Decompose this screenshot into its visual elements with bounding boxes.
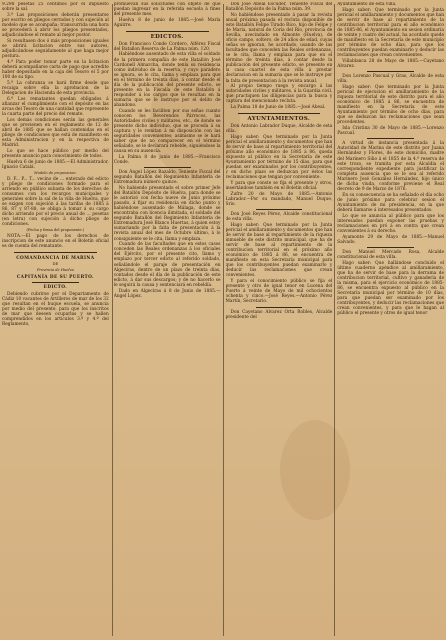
paragraph: Don Lorenzo Pascual y Gras, Alcalde de esta villa.: [337, 74, 444, 85]
section-heading: EDICTOS.: [150, 34, 184, 41]
paragraph: Y para el conocimiento público se fija el presente y otro de igual tenor en Lucena del Puerto á veinte de Mayo de mil ochocientos ochenta y cinco.—José Reyes.—Antonio Pérez Martín, Secretario.: [225, 279, 333, 305]
signature: Dado en Algeciras á 8 de Junio de 1885.—Ángel López.: [113, 288, 221, 299]
paragraph: Cuando de las facultades que en estos casos conceden las Reales ordenanzas á los oficiales del Ejército, por el presente cito, llamo y emplazo por tercer edicto al referido soldado, señalándole el paraje de presentación en Algeciras, dentro de un plazo de treinta días, contados desde el día de la publicación de este edicto, á dar sus descargos; y de no hacerlo se le seguirá la causa y sentenciará en rebeldía.: [113, 242, 221, 288]
section-rule: [367, 138, 414, 139]
paragraph: Hago saber: Que terminado por la Junta pericial el amillaramiento y documentos que han de servir de base al repartimiento territorial del próximo año económico de 1885 á 86, queda expuesto al público en la Secretaría de este Ayuntamiento por término de 15 días, para que puedan ser examinados por los contribuyentes, y en dicho plazo se deduzcan por éstos las reclamaciones que tengan por conveniente.: [225, 134, 333, 181]
column-2: [114, 2, 221, 638]
signature: La Palma 8 de junio de 1885.—Francisco Conde.: [113, 155, 221, 166]
column-1: [2, 2, 109, 638]
signature: Villablanca 28 de Mayo de 1885.—Cayetano Alvarez.: [337, 59, 444, 70]
paragraph: Lo que se hace público por medio del presente anuncio para conocimiento de todos.: [2, 148, 109, 159]
section-rule: [238, 113, 321, 114]
paragraph: Lo que se anuncia al público para que los interesados puedan exponer las pruebas y reclamaciones en pró á en contra que crean convenientes á su derecho.: [337, 213, 444, 234]
paragraph: Al propio tiempo ruego y encargo á las autoridades civiles y militares, á la Guardia civil, que practiquen las diligencias para la busca y captura del mencionado recluta.: [225, 84, 333, 105]
columns: [2, 2, 444, 638]
section-heading: CAPITANÍA DE SU PUERTO.: [16, 275, 94, 281]
signature: Ayamonte 29 de Mayo de 1885.—Manuel Salvado.: [337, 234, 444, 245]
paragraph: A virtud de instancia presentada á la Autoridad de Marina de este distrito por Juana Hernández y Flores, de este domicilio, madre del Marinero Silio á el 1855 de la 4.ª reserva de este trozo, se tramita por esta Alcaldía el correspondiente expediente para justificar la completa ausencia que se le sea al referido Marinero José González Hernández, hijo único de dicha viuda, conforme previene el Real decreto de 9 de Marzo de 1876.: [337, 141, 444, 192]
column-3: [226, 2, 333, 638]
signature: Zufre 20 de Mayo de 1885.—Antonio Labrador.—Por su mandado, Manuel Duque, Srio.: [225, 191, 333, 208]
paragraph: Don José Abeal Escuder, Teniente Fiscal del Batallón Depósito de la Palma núm. 39.: [225, 2, 333, 13]
paragraph: Don Francisco Conde Cordero, Alférez Fiscal del Batallon Reserva de La Palma núm. 120.: [113, 41, 221, 52]
section-rule: [367, 71, 414, 72]
paragraph: Don Antonio Labrador Duque, Alcalde de esta villa.: [225, 123, 333, 134]
paragraph: Hago saber: Que hallándose concluido el último cuaderno apéndice al amillaramiento, que ha de servir de base para la derrama de contribucion territorial, cultivo y ganadería de la misma, para el ejercicio económico de 1885-86, se encuentra expuesto al público en la Secretaría municipal por término de 10 días, para que puedan ser examinado por los contribuyentes, y deducir las reclamaciones que crean convenientes, y para que le hagan al público el presente y otros de igual tenor: [337, 260, 444, 317]
paragraph: No habiendo presentado el sobre primer Jefe del Batallón Depósito de Huelva, para donde se le autorizó con fecha nueve de Junio próximo pasado, á fijar su residencia en dicho punto y habiéndose ausentado de Málaga, donde se encontraba con licencia ilimitada, el soldado del segundo Batallón del Regimiento Infantería de Extremadura José Blanco Huertas, á quien estoy sumariando por la falta de presentación á la revista anual del mes de Octubre último, á lo consiguiente se le cita, llama y emplaza.: [113, 186, 221, 242]
section-rule: [256, 307, 303, 308]
paragraph: No habiéndose presentado á pasar la revista anual próxima pasada el recluta disponible de este Batallón Felipe Tirado Rico, hijo de Felipe y de María, natural de Coria del Río, provincia de Sevilla, avecindado en Almonte (Huelva), de oficio campo, soltero, de 24 años de edad, cuyas señas se ignoran, he acordado, usando de las facultades que conceden las Reales ordenanzas, se le cita, llama y emplaza para que en el término de treinta días, á contar desde la publicación del presente edicto, se presente en la casa cuartel de esta villa á prestar declaracion en la sumaria que se le instruye por la falta de presentacion á la revista anual.: [225, 12, 333, 84]
signature: Huelva 8 de junio de 1885.—José María Aguirre.: [113, 17, 221, 28]
section-subheading: Provincia de Huelva: [37, 268, 74, 273]
section-subheading: DE: [52, 262, 59, 267]
paragraph: Si resultasen dos ó más proposiciones iguales se abrirá licitacion entre sus autores, adjudicándose seguidamente al que haga mejor postura.: [2, 38, 109, 60]
section-rule: [126, 31, 209, 32]
section-rule: [32, 282, 79, 283]
paragraph: 3.ª Las proposiciones deberán presentarse por escrito en pliegos cerrados y con sujeción al modelo que se acompaña; transcurrida una hora se procederá á abrir los pliegos presentados, adjudicándose el remate al mejor postor.: [2, 12, 109, 39]
model-note: (Fecha y firma del proponente.): [26, 227, 85, 232]
paragraph: Hago saber: Que terminado por la Junta pericial el amillaramiento y documentos que han de servir de base al repartimiento de la contribucion territorial para el año económico de 1885-86, el Ayuntamiento en sesion ordinaria de veinte y cuatro del actual, ha acordado quede de manifiesto en la Secretaría de este municipio por término de ocho días, para que los contribuyentes puedan examinarlo y deducir las reclamaciones que crean convenientes.: [337, 7, 444, 59]
signature: Huelva 6 de junio de 1885.—El Administrador, Ignacio Catalá.: [2, 159, 109, 170]
section-rule: [256, 209, 303, 210]
paragraph: Hago saber: Que terminado por la Junta pericial el amillaramiento y documentos que han de servir de base al repartimiento de la riqueza inmueble de este distrito municipal, que ha de servir de base al repartimiento de la contribucion territorial en el próximo año económico de 1885 á 86, se encuentra de manifiesto en esta Secretaría municipal para que los contribuyentes puedan examinarlo y deducir las reclamaciones que crean convenientes.: [225, 222, 333, 279]
paragraph: D. F... P... T... vecino de ... enterado del edicto y pliego de condiciones formado para el arriendo en público subasta de los derechos de consumos con los recargos municipales y generales sobre la sal de la villa de Huelva, que se exigen con sujeción á las tarifas de 1885 á 86, 87 y 87-88, se obliga á tomar á su cargo dicho arriendo por el precio anual de ... pesetas (en letra) con sujeción á dicho pliego de condiciones.: [2, 176, 109, 227]
paragraph: 5.ª La cobranza se hará firme desde que recaiga sobre ella la aprobacion de la Delegacion de Hacienda de esta provincia.: [2, 80, 109, 96]
paragraph: Don Ángel López Bazaldo, Teniente Fiscal del segundo Batallón del Regimiento Infantería de Extremadura número quince.: [113, 170, 221, 186]
model-heading: Modelo de proposicion.: [34, 170, 77, 175]
section-heading: COMANDANCIA DE MARINA: [16, 255, 95, 261]
section-heading: AYUNTAMIENTOS.: [247, 116, 311, 123]
column-4: [337, 2, 444, 638]
paragraph: Don José Reyes Pérez, Alcalde constitucional de esta villa.: [225, 212, 333, 223]
paragraph: NOTA.—El pago de los derechos de inscripcion de este anuncio en el Boletín oficial es de cuenta del rematante.: [2, 233, 109, 249]
signature: La Palma 18 de Junio de 1885.—José Abeal.: [230, 105, 326, 111]
paragraph: promuevan sus solicitudes con objeto de que puedan ingresar en la referida escuela á fines del presente mes.: [113, 2, 221, 18]
paragraph: Debiendo cubrirse por el Departamento de Cádiz 10 vacantes de Artilleros de mar de los 32 que resultan en el buque escuela, se anuncia por medio del presente, para que los inscritos de mar que deseen ocuparlas y se hallen comprendidos en los artículos 3.º y 4.º del Reglamento,: [2, 291, 109, 328]
section-rule: [144, 167, 191, 168]
paragraph: Don Manuel Mercado Rosa, Alcalde constitucional de esta villa.: [337, 249, 444, 260]
paragraph: Hago saber: Que terminado por la Junta pericial de ejecucion el amillaramiento de la riqueza territorial de este distrito para el año económico de 1885 á 86, se encuentra de manifiesto en la Secretaría de este Ayuntamiento por término de ocho días, para que se deduzcan las reclamaciones que sean procedentes.: [337, 85, 444, 126]
paragraph: Y para que conste se fija el presente y otros, insertándose también en el Boletín oficial.: [225, 181, 333, 192]
paragraph: Los demás condiciones serán las generales que se previenen en el reglamento de 12 de abril de 1885 que se hallan contenidas en el pliego de condiciones que está de manifiesto en esta Administracion y en la respectiva de Madrid.: [2, 117, 109, 149]
section-rule: [367, 247, 414, 248]
paragraph: 6.ª Los rematantes quedan obligados á afianzar el cumplimiento con el depósito en las arcas del Tesoro de una cantidad que represente la cuarta parte del precio del remate.: [2, 96, 109, 117]
paragraph: Don Cayetano Alvarez Orta Robles, Alcalde presidente del: [225, 309, 333, 320]
paragraph: 9.298 pesetas 25 céntimos por el impuesto sobre la sal.: [2, 2, 109, 13]
section-heading: EDICTO.: [43, 285, 68, 291]
paragraph: Habiéndose ausentado de esta villa el soldado de la primera compañía de este Batallón José Cardonell Almarcha, donde tenía su residencia como individuo de la reserva, y cuyo paradero se ignora, se le cita, llama y emplaza para que en el término de treinta días, á contar desde el día de la publicación del presente edicto, se presente en la Fiscalía de este Batallón á responder á los cargos que le resultan en la sumaria que se le instruye por el delito de abandono.: [113, 52, 221, 108]
paragraph: Cuando se les faciliten por sus señas cuanto conocen los Reverendos Párrocos, las Autoridades civiles y militares, etc., de donde se presente dicho individuo, que se proceda á su captura y le remitan á mi disposición con las seguridades convenientes; asimismo se le hará saber que de no comparecer en el término señalado, se le declarará rebelde, siguiéndose la causa en su ausencia.: [113, 108, 221, 155]
paragraph: 4.ª Para poder tomar parte en la licitacion deberá acompañarse carta de pago que acredite haber depositado en la caja del Tesoro el 5 por 100 de su tipo.: [2, 59, 109, 81]
signature: Isla Cristina 30 de Mayo de 1885.—Lorenzo Pascual.: [337, 126, 444, 137]
paragraph: Ayuntamiento de esta villa.: [337, 2, 397, 7]
paragraph: En su consecuencia se ha señalado el día ocho de junio próximo para celebrar sesion el Ayuntamiento de mi presidencia, en la que deberá llamarse á interesados presentados.: [337, 192, 444, 213]
section-rule: [14, 252, 97, 253]
